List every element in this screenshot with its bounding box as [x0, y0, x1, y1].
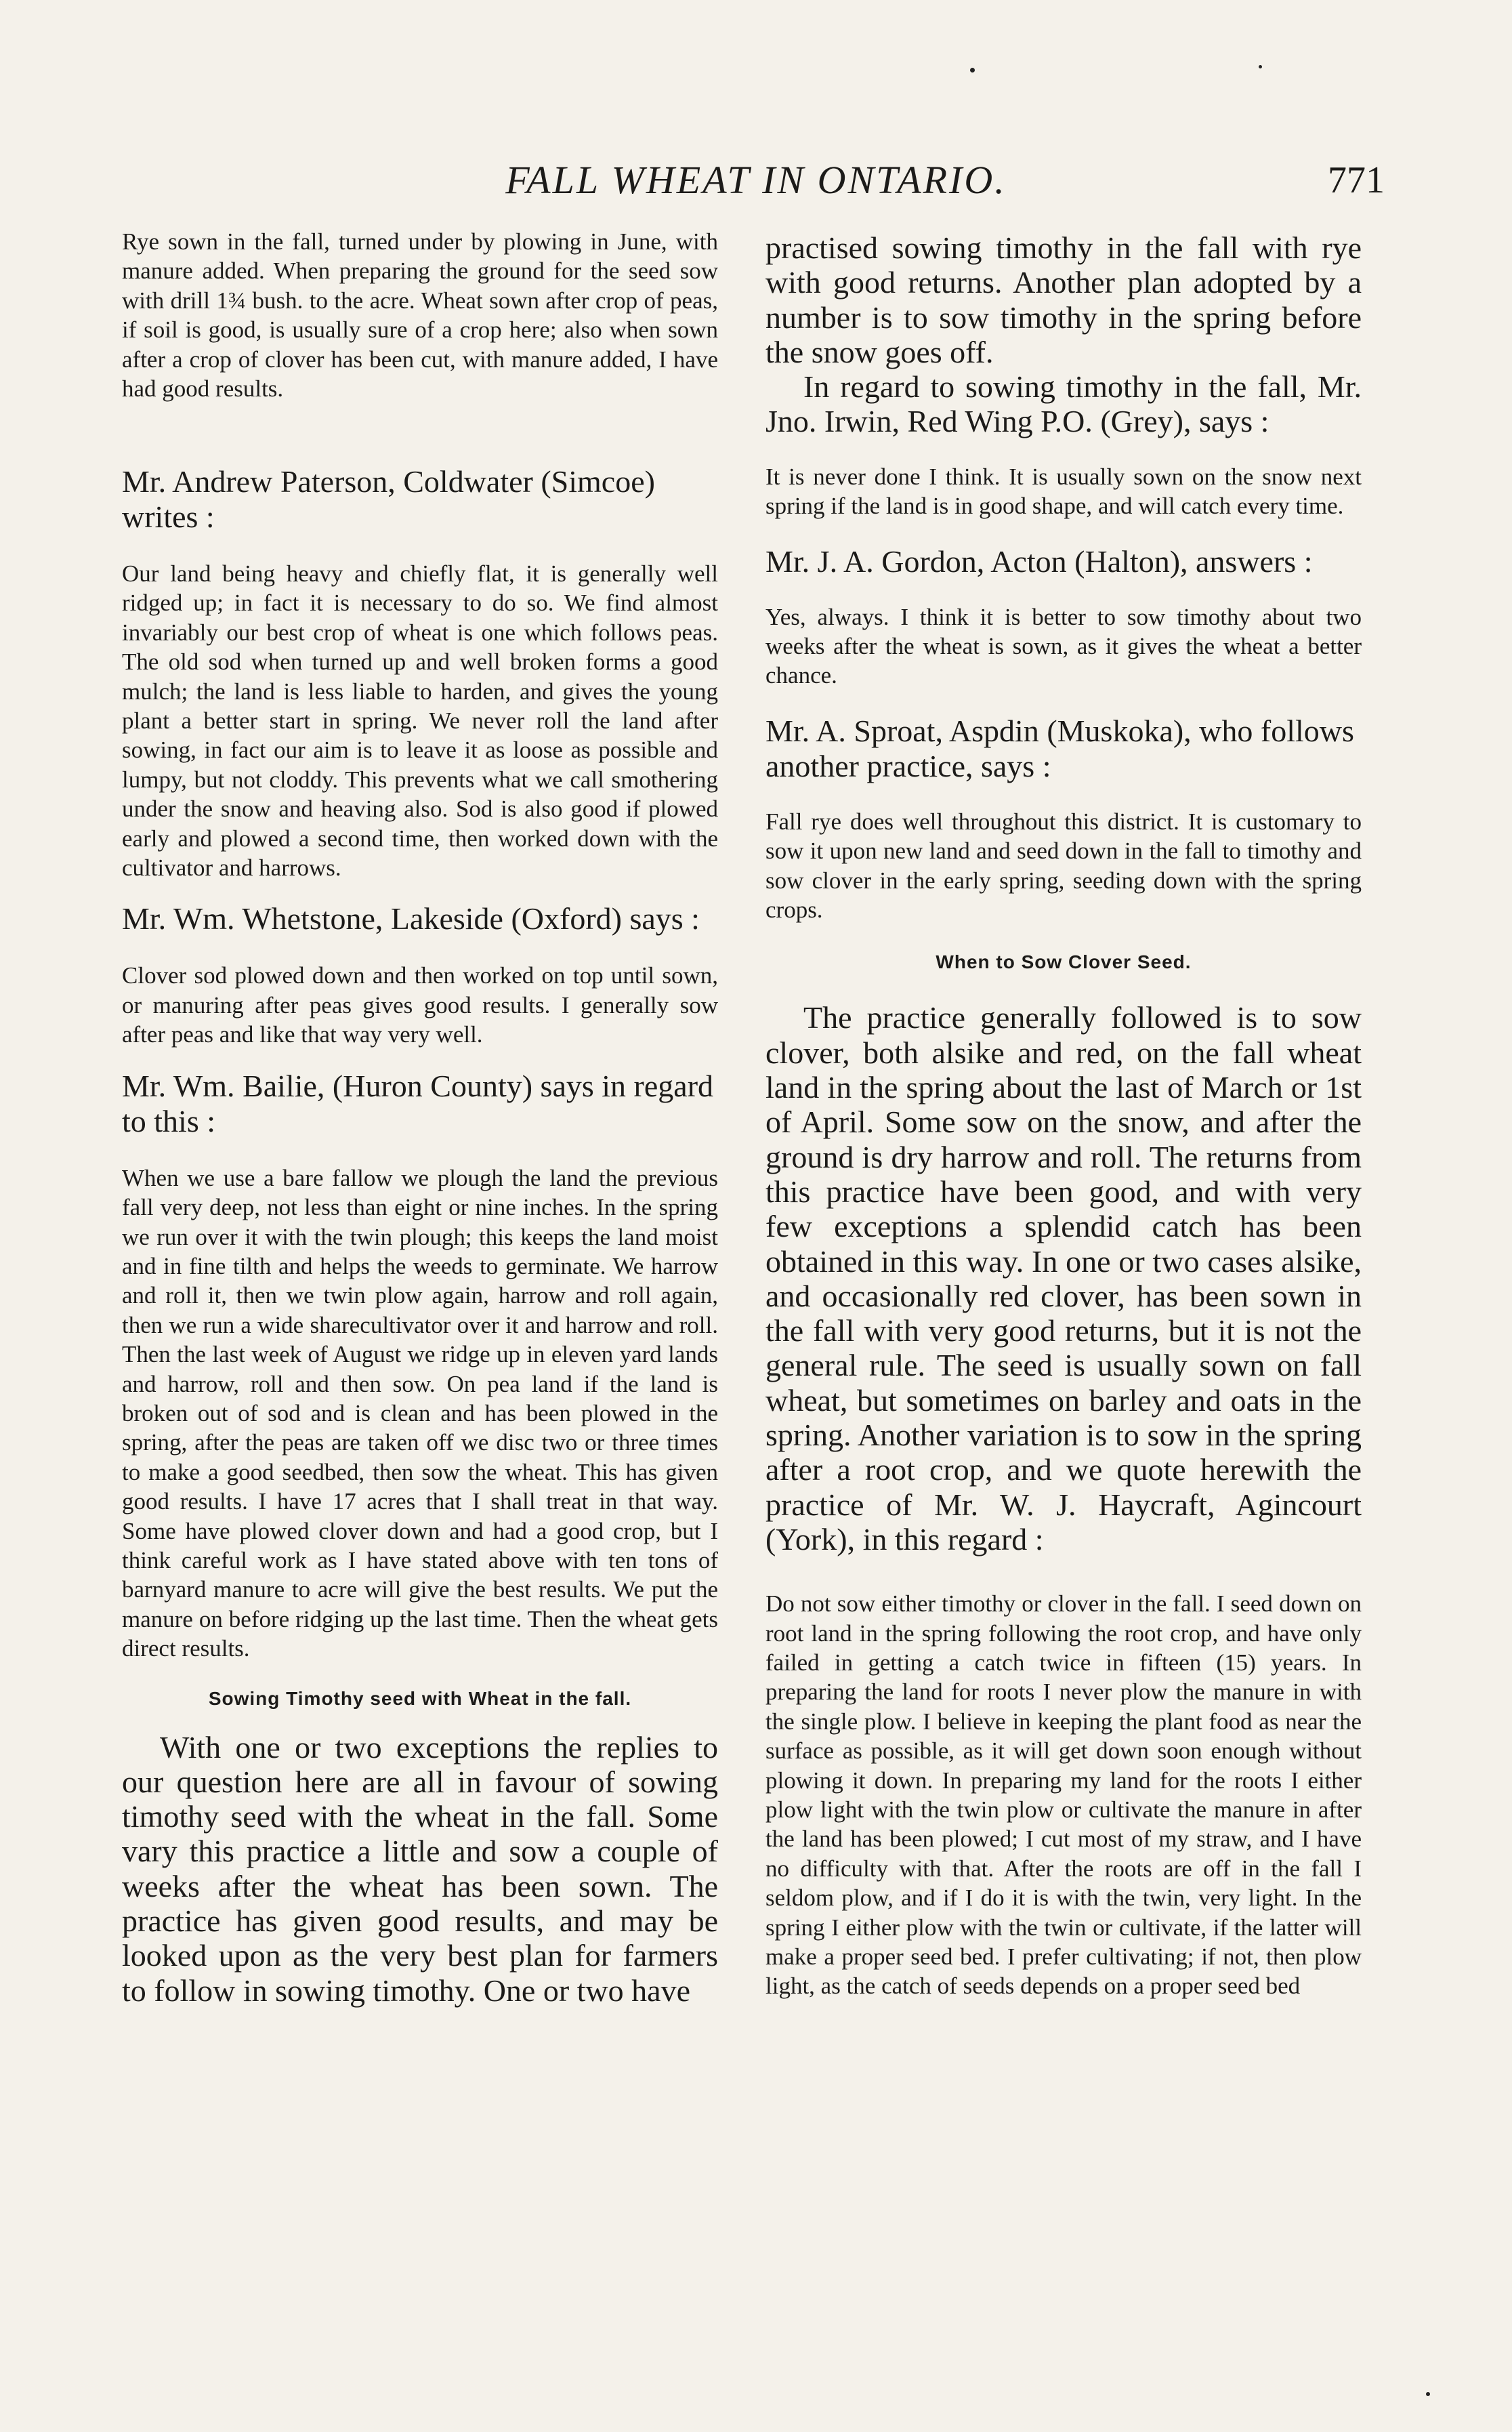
correspondent-intro: Mr. Wm. Whetstone, Lakeside (Oxford) says : — [122, 901, 700, 936]
speck — [1426, 2392, 1430, 2396]
body-paragraph: In regard to sowing timothy in the fall, Mr. Jno. Irwin, Red Wing P.O. (Grey), says : — [765, 369, 1362, 439]
letter-bailie: When we use a bare fallow we plough the land the previous fall very deep, not less than eight or nine inches. In the spring we run over it with the twin plough; this keeps the land moist and in fine tilth and helps the weeds to germinate. We harrow and roll it, then we twin plow again, harrow and roll again, then we run a wide sharecultivator over it and harrow and roll. Then the last week of August we ridge up in eleven yard lands and harrow, roll and then sow. On pea land if the land is broken out of sod and is clean and has been plowed in the spring, after the peas are taken off we disc two or three times to make a good seedbed, then sow the wheat. This has given good results. I have 17 acres that I shall treat in that way. Some have plowed clover down and had a good crop, but I think careful work as I have stated above with ten tons of barnyard manure to acre will give the best results. We put the manure on before ridging up the last time. Then the wheat gets direct results. — [122, 1164, 718, 1662]
correspondent-intro: Mr. J. A. Gordon, Acton (Halton), answers : — [765, 543, 1313, 579]
correspondent-intro: Mr. Andrew Paterson, Coldwater (Simcoe) writes : — [122, 464, 655, 534]
letter-haycraft: Do not sow either timothy or clover in the fall. I seed down on root land in the spring following the root crop, and have only failed in getting a catch twice in fifteen (15) years. In preparing the land for roots I never plow the manure in with the single plow. I believe in keeping the plant food as near the surface as possible, as it will get down soon enough without plowing it down. In preparing my land for the roots I either plow light with the twin plow or cultivate the manure in after the land has been plowed; I cut most of my straw, and I have no difficulty with that. After the roots are off in the fall I seldom plow, and if I do it is with the twin, very light. In the spring I either plow with the twin or cultivate, if the latter will make a proper seed bed. I prefer cultivating; if not, then plow light, as the catch of seeds depends on a proper seed bed — [765, 1590, 1362, 2000]
letter-sproat: Fall rye does well throughout this district. It is customary to sow it upon new land and seed down in the fall to timothy and sow clover in the early spring, seeding down with the spring crops. — [765, 808, 1362, 924]
running-title: FALL WHEAT IN ONTARIO. — [505, 158, 1007, 202]
letter-irwin: It is never done I think. It is usually sown on the snow next spring if the land is in good shape, and will catch every time. — [765, 463, 1362, 520]
left-column — [122, 227, 718, 2008]
speck — [1259, 65, 1262, 68]
section-subheading: When to Sow Clover Seed. — [936, 951, 1192, 973]
body-paragraph: The practice generally followed is to sow clover, both alsike and red, on the fall wheat land in the spring about the last of March or 1st of April. Some sow on the snow, and after the ground is dry harrow and roll. The returns from this practice have been good, and with very few exceptions a splendid catch has been obtained in this way. In one or two cases alsike, and occasionally red clover, has been sown in the fall with very good returns, but it is not the general rule. The seed is usually sown on fall wheat, but sometimes on barley and oats in the spring. Another variation is to sow in the spring after a root crop, and we quote herewith the practice of Mr. W. J. Haycraft, Agincourt (York), in this regard : — [765, 1000, 1362, 1557]
body-paragraph: With one or two exceptions the replies to our question here are all in favour of sowing timothy seed with the wheat in the fall. Some vary this practice a little and sow a couple of weeks after the wheat has been sown. The practice has given good results, and may be looked upon as the very best plan for farmers to follow in sowing timothy. One or two have — [122, 1729, 718, 2008]
correspondent-intro: Mr. A. Sproat, Aspdin (Muskoka), who follows another practice, says : — [765, 713, 1354, 783]
letter-whetstone: Clover sod plowed down and then worked on top until sown, or manuring after peas gives good results. I generally sow after peas and like that way very well. — [122, 962, 718, 1048]
letter-continued: Rye sown in the fall, turned under by plowing in June, with manure added. When preparing the ground for the seed sow with drill 1¾ bush. to the acre. Wheat sown after crop of peas, if soil is good, is usually sure of a crop here; also when sown after a crop of clover has been cut, with manure added, I have had good results. — [122, 228, 718, 403]
page-number: 771 — [1328, 159, 1385, 201]
right-column — [765, 230, 1362, 2001]
letter-paterson: Our land being heavy and chiefly flat, it is generally well ridged up; in fact it is necessary to do so. We find almost invariably our best crop of wheat is one which follows peas. The old sod when turned up and well broken forms a good mulch; the land is less liable to harden, and gives the young plant a better start in spring. We never roll the land after sowing, in fact our aim is to leave it as loose as possible and lumpy, but not cloddy. This prevents what we call smothering under the snow and heaving also. Sod is also good if plowed early and plowed a second time, then worked down with the cultivator and harrows. — [122, 560, 718, 882]
letter-gordon: Yes, always. I think it is better to sow timothy about two weeks after the wheat is sown, as it gives the wheat a better chance. — [765, 603, 1362, 689]
body-paragraph: practised sowing timothy in the fall with rye with good returns. Another plan adopted by a number is to sow timothy in the spring before the snow goes off. — [765, 230, 1362, 369]
speck — [970, 68, 975, 73]
section-subheading: Sowing Timothy seed with Wheat in the fall. — [208, 1687, 632, 1709]
correspondent-intro: Mr. Wm. Bailie, (Huron County) says in regard to this : — [122, 1068, 714, 1138]
